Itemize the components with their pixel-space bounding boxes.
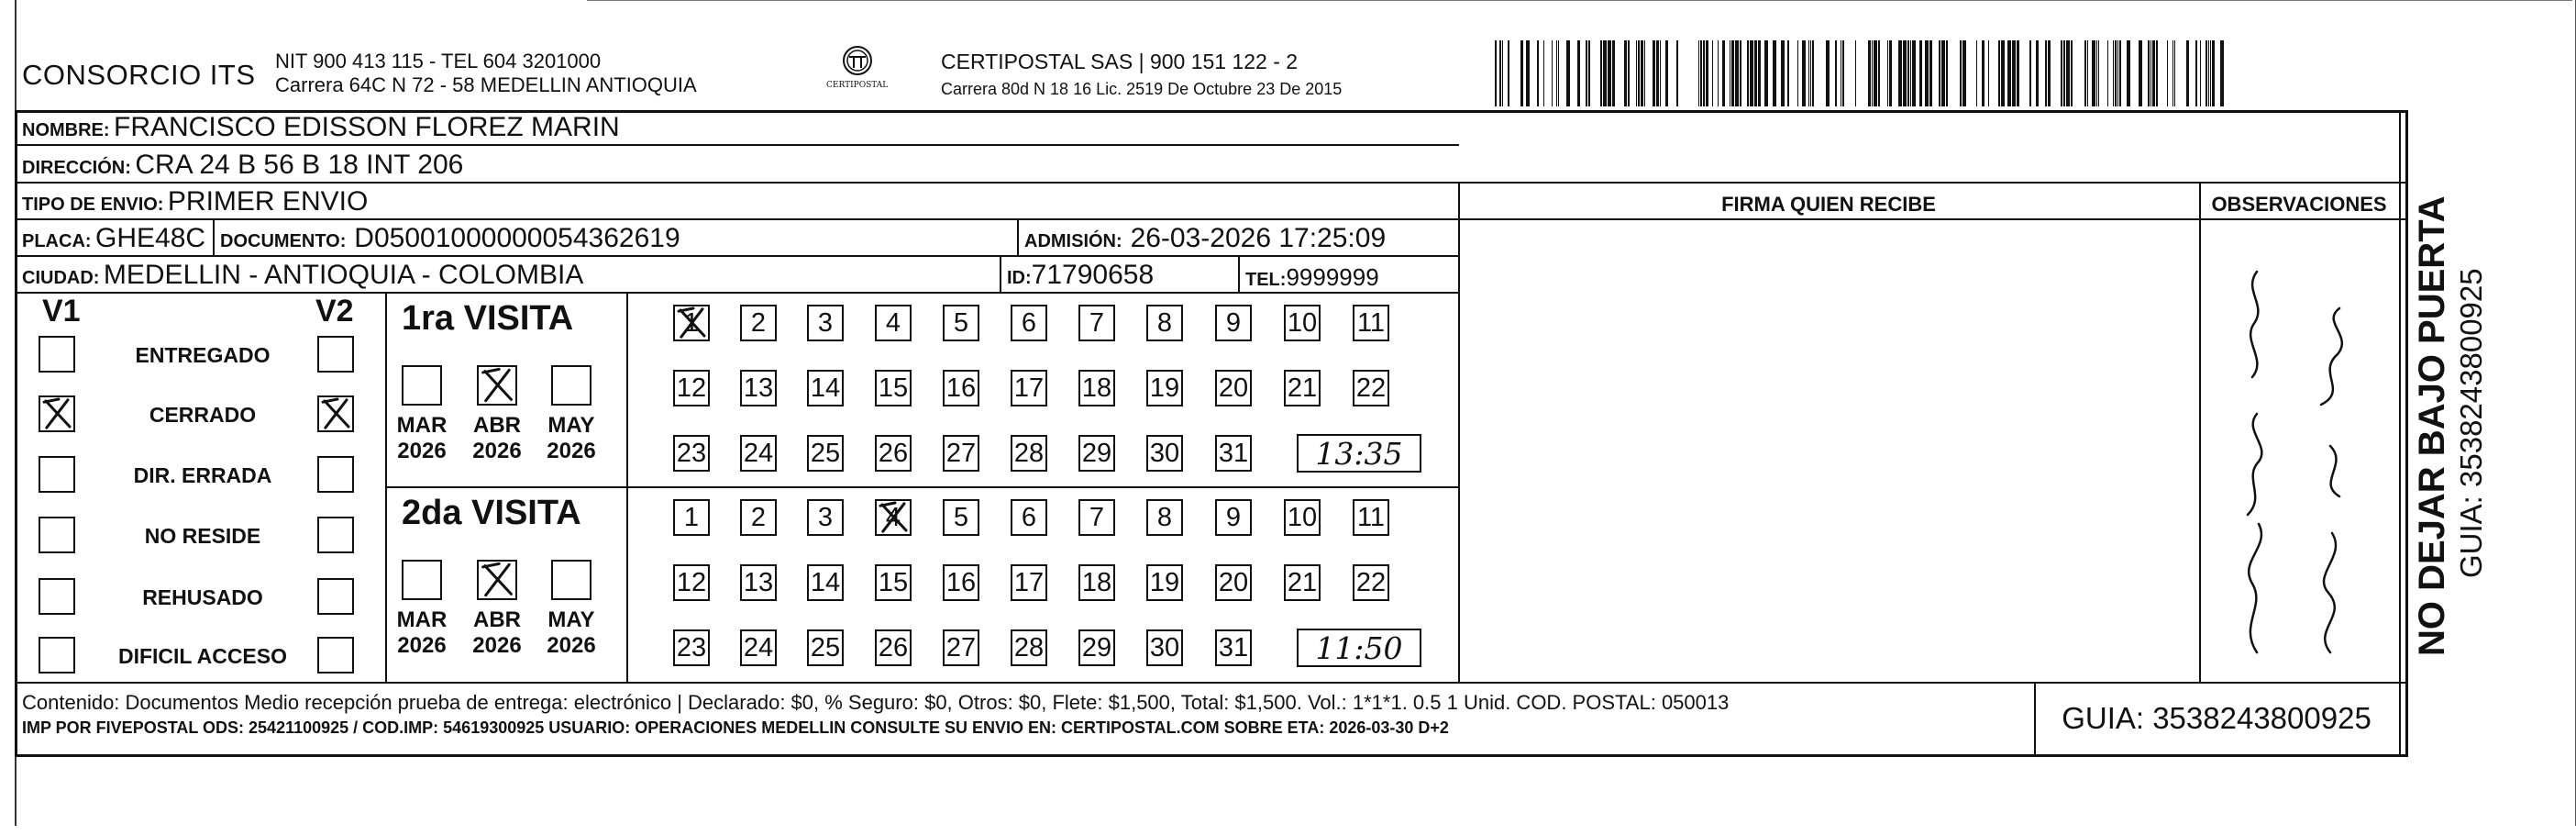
day-checkbox[interactable]: 17: [1011, 370, 1047, 406]
barcode-bar: [1735, 40, 1739, 106]
month-name: MAY: [547, 607, 595, 632]
barcode-bar: [2061, 40, 2062, 106]
day-checkbox[interactable]: 9: [1215, 499, 1252, 536]
status-label: CERRADO: [149, 403, 257, 427]
status-label: NO RESIDE: [144, 524, 261, 548]
day-checkbox[interactable]: 4: [875, 499, 912, 536]
sender-brand: CONSORCIO ITS: [22, 59, 256, 91]
barcode-bar: [1660, 40, 1661, 106]
name-label: NOMBRE:: [22, 120, 110, 140]
v1-checkbox[interactable]: [39, 395, 75, 432]
signature-header: FIRMA QUIEN RECIBE: [1721, 193, 1936, 216]
day-checkbox[interactable]: 16: [943, 370, 979, 406]
barcode-bar: [1758, 40, 1761, 106]
barcode-bar: [1502, 40, 1503, 106]
visit-title: 1ra VISITA: [402, 299, 574, 338]
barcode-bar: [2195, 40, 2197, 106]
day-checkbox[interactable]: 18: [1078, 370, 1115, 406]
barcode-bar: [2210, 40, 2211, 106]
logo-text: CERTIPOSTAL: [826, 81, 889, 90]
day-checkbox[interactable]: 12: [673, 564, 710, 601]
barcode-bar: [1797, 40, 1798, 106]
barcode-bar: [2150, 40, 2151, 106]
id-cell: [1007, 260, 1154, 291]
month-label: [392, 607, 451, 659]
barcode-bar: [1703, 40, 1705, 106]
month-name: MAR: [396, 607, 448, 632]
col-line: [1000, 255, 1001, 292]
row-line: [15, 182, 2408, 184]
barcode-bar: [1868, 40, 1871, 106]
certipostal-logo-icon: [821, 40, 894, 101]
barcode-bar: [1872, 40, 1873, 106]
barcode-bar: [2127, 40, 2130, 106]
barcode-bar: [1903, 40, 1907, 106]
tel-number: 9999999: [1286, 263, 1379, 291]
day-checkbox[interactable]: 26: [875, 629, 912, 666]
barcode-bar: [2212, 40, 2215, 106]
day-checkbox[interactable]: 29: [1078, 629, 1115, 666]
day-checkbox[interactable]: 11: [1353, 499, 1389, 536]
day-checkbox[interactable]: 23: [673, 435, 710, 472]
barcode-bar: [1628, 40, 1630, 106]
month-year: 2026: [472, 633, 522, 658]
day-checkbox[interactable]: 3: [807, 305, 844, 341]
barcode-bar: [1773, 40, 1776, 106]
barcode-bar: [1982, 40, 1985, 106]
month-year: 2026: [472, 439, 522, 463]
plate-label: PLACA:: [22, 231, 92, 251]
barcode-bar: [1960, 40, 1962, 106]
barcode-bar: [1808, 40, 1809, 106]
barcode-bar: [1976, 40, 1977, 106]
observations-area[interactable]: [2202, 221, 2398, 680]
v2-checkbox[interactable]: [317, 336, 354, 373]
month-label: [542, 607, 601, 659]
col-line: [1238, 255, 1240, 292]
v1-checkbox[interactable]: [39, 578, 75, 615]
barcode-bar: [2107, 40, 2108, 106]
day-checkbox[interactable]: 29: [1078, 435, 1115, 472]
barcode-bar: [1499, 40, 1501, 106]
barcode-bar: [1566, 40, 1570, 106]
day-checkbox[interactable]: 11: [1353, 305, 1389, 341]
tel-cell: [1245, 263, 1379, 292]
v1-header: V1: [42, 294, 81, 328]
barcode-bar: [2148, 40, 2150, 106]
plate-cell: [22, 223, 205, 254]
barcode-bar: [2200, 40, 2201, 106]
document-label: DOCUMENTO:: [220, 231, 347, 251]
barcode-bar: [1929, 40, 1932, 106]
day-checkbox[interactable]: 6: [1011, 305, 1047, 341]
col-line: [1017, 218, 1019, 255]
barcode-bar: [2048, 40, 2051, 106]
barcode-bar: [1653, 40, 1655, 106]
month-checkbox[interactable]: [551, 365, 591, 406]
day-checkbox[interactable]: 8: [1146, 305, 1183, 341]
barcode-bar: [1787, 40, 1789, 106]
day-checkbox[interactable]: 18: [1078, 564, 1115, 601]
id-label: ID:: [1007, 268, 1032, 288]
barcode-bar: [1941, 40, 1945, 106]
observations-header: OBSERVACIONES: [2211, 193, 2387, 216]
page-top-edge: [587, 0, 2572, 1]
month-label: [468, 607, 526, 659]
v2-checkbox[interactable]: [317, 517, 354, 553]
barcode-bar: [1898, 40, 1902, 106]
barcode-bar: [1925, 40, 1929, 106]
document-cell: [220, 223, 680, 254]
barcode-bar: [1543, 40, 1544, 106]
barcode-bar: [1802, 40, 1806, 106]
barcode-bar: [1698, 40, 1699, 106]
day-checkbox[interactable]: 25: [807, 629, 844, 666]
barcode-bar: [2152, 40, 2155, 106]
day-checkbox[interactable]: 21: [1284, 370, 1321, 406]
status-label: DIR. ERRADA: [133, 463, 272, 487]
barcode-bar: [1508, 40, 1509, 106]
day-checkbox[interactable]: 2: [740, 499, 777, 536]
barcode-bar: [1874, 40, 1877, 106]
side-warning: NO DEJAR BAJO PUERTA: [2412, 195, 2452, 656]
col-line: [2399, 110, 2401, 757]
day-checkbox[interactable]: 13: [740, 564, 777, 601]
barcode-bar: [1624, 40, 1627, 106]
day-checkbox[interactable]: 24: [740, 435, 777, 472]
barcode-bar: [2098, 40, 2099, 106]
footer-contents: Contenido: Documentos Medio recepción prueba de entrega: electrónico | Declarado: $0, % Seguro: $0, Otros: $0, Flete: $1,500, Total: $1,500. Vol.: 1*1*1. 0.5 1 Unid. COD. POSTAL: 050013: [22, 691, 1730, 714]
month-checkbox[interactable]: [477, 365, 517, 406]
barcode-bar: [1537, 40, 1539, 106]
barcode-bar: [1558, 40, 1559, 106]
visit-title: 2da VISITA: [402, 494, 581, 532]
barcode-bar: [1750, 40, 1753, 106]
barcode-bar: [2115, 40, 2117, 106]
barcode-bar: [1731, 40, 1734, 106]
barcode-bar: [2139, 40, 2142, 106]
barcode-bar: [2087, 40, 2088, 106]
ship-type-row: [22, 186, 368, 217]
v2-header: V2: [315, 294, 354, 328]
barcode-bar: [2156, 40, 2158, 106]
status-label: DIFICIL ACCESO: [117, 644, 287, 668]
barcode-bar: [1962, 40, 1966, 106]
barcode-bar: [1665, 40, 1668, 106]
barcode-bar: [1556, 40, 1557, 106]
day-checkbox[interactable]: 14: [807, 370, 844, 406]
col-line: [385, 292, 387, 682]
barcode: [1495, 40, 2227, 106]
barcode-bar: [1907, 40, 1909, 106]
month-year: 2026: [547, 633, 596, 658]
month-label: [392, 413, 451, 464]
v2-checkbox[interactable]: [317, 637, 354, 674]
side-guia: GUIA: 3538243800925: [2454, 268, 2488, 578]
barcode-bar: [1754, 40, 1757, 106]
month-year: 2026: [397, 439, 447, 463]
recipient-address: CRA 24 B 56 B 18 INT 206: [135, 150, 464, 180]
month-checkbox[interactable]: [477, 560, 517, 600]
month-checkbox[interactable]: [402, 365, 442, 406]
barcode-bar: [2167, 40, 2168, 106]
barcode-bar: [2172, 40, 2173, 106]
barcode-bar: [2017, 40, 2019, 106]
month-label: [542, 413, 601, 464]
barcode-bar: [2063, 40, 2065, 106]
barcode-bar: [1842, 40, 1844, 106]
day-checkbox[interactable]: 13: [740, 370, 777, 406]
barcode-bar: [1855, 40, 1856, 106]
day-checkbox[interactable]: 30: [1146, 629, 1183, 666]
day-checkbox[interactable]: 5: [943, 305, 979, 341]
barcode-bar: [1878, 40, 1880, 106]
day-checkbox[interactable]: 1: [673, 305, 710, 341]
courier-address-license: Carrera 80d N 18 16 Lic. 2519 De Octubre 23 De 2015: [941, 80, 1343, 98]
barcode-bar: [1676, 40, 1678, 106]
barcode-bar: [1520, 40, 1523, 106]
day-checkbox[interactable]: 21: [1284, 564, 1321, 601]
status-label: ENTREGADO: [135, 343, 271, 367]
name-row: [22, 112, 620, 143]
barcode-bar: [1740, 40, 1741, 106]
barcode-bar: [2007, 40, 2011, 106]
handwritten-observations: [2202, 221, 2398, 680]
footer-guia: GUIA: 3538243800925: [2062, 701, 2371, 735]
barcode-bar: [1747, 40, 1749, 106]
barcode-bar: [1608, 40, 1611, 106]
barcode-bar: [2174, 40, 2175, 106]
barcode-bar: [1586, 40, 1587, 106]
day-checkbox[interactable]: 20: [1215, 370, 1252, 406]
barcode-bar: [2119, 40, 2121, 106]
month-name: MAY: [547, 413, 595, 438]
day-checkbox[interactable]: 24: [740, 629, 777, 666]
day-checkbox[interactable]: 23: [673, 629, 710, 666]
barcode-bar: [1998, 40, 2000, 106]
barcode-bar: [2084, 40, 2086, 106]
ship-type-label: TIPO DE ENVIO:: [22, 195, 164, 215]
day-checkbox[interactable]: 19: [1146, 564, 1183, 601]
barcode-bar: [1612, 40, 1615, 106]
col-line: [2199, 182, 2201, 682]
day-checkbox[interactable]: 15: [875, 370, 912, 406]
barcode-bar: [1638, 40, 1640, 106]
barcode-bar: [2206, 40, 2207, 106]
barcode-bar: [1706, 40, 1708, 106]
day-checkbox[interactable]: 28: [1011, 435, 1047, 472]
col-line: [626, 292, 628, 682]
city-cell: [22, 260, 583, 291]
row-line: [385, 486, 1459, 488]
v1-checkbox[interactable]: [39, 517, 75, 553]
barcode-bar: [1764, 40, 1768, 106]
admission-datetime: 26-03-2026 17:25:09: [1130, 223, 1387, 253]
city: MEDELLIN - ANTIOQUIA - COLOMBIA: [103, 260, 584, 290]
city-label: CIUDAD:: [22, 268, 100, 288]
barcode-bar: [1812, 40, 1814, 106]
tel-label: TEL:: [1245, 270, 1287, 290]
signature-area[interactable]: [1461, 221, 2198, 680]
day-checkbox[interactable]: 14: [807, 564, 844, 601]
day-checkbox[interactable]: 2: [740, 305, 777, 341]
barcode-bar: [2220, 40, 2224, 106]
month-checkbox[interactable]: [551, 560, 591, 600]
day-checkbox[interactable]: 7: [1078, 305, 1115, 341]
barcode-bar: [1600, 40, 1602, 106]
day-checkbox[interactable]: 22: [1353, 564, 1389, 601]
day-checkbox[interactable]: 4: [875, 305, 912, 341]
barcode-bar: [2096, 40, 2097, 106]
day-checkbox[interactable]: 6: [1011, 499, 1047, 536]
month-year: 2026: [547, 439, 596, 463]
barcode-bar: [2117, 40, 2118, 106]
barcode-bar: [2208, 40, 2209, 106]
day-checkbox[interactable]: 15: [875, 564, 912, 601]
footer-print-info: IMP POR FIVEPOSTAL ODS: 25421100925 / COD.IMP: 54619300925 USUARIO: OPERACIONES MEDELLIN CONSULTE SU ENVIO EN: CERTIPOSTAL.COM SOBRE ETA: 2026-03-30 D+2: [22, 718, 1449, 737]
barcode-bar: [1988, 40, 1989, 106]
v1-checkbox[interactable]: [39, 456, 75, 493]
day-checkbox[interactable]: 7: [1078, 499, 1115, 536]
barcode-bar: [1835, 40, 1837, 106]
barcode-bar: [1495, 40, 1497, 106]
admission-label: ADMISIÓN:: [1024, 231, 1122, 251]
day-checkbox[interactable]: 26: [875, 435, 912, 472]
month-year: 2026: [397, 633, 447, 658]
day-checkbox[interactable]: 5: [943, 499, 979, 536]
month-name: ABR: [473, 413, 521, 438]
barcode-bar: [1781, 40, 1785, 106]
barcode-bar: [1641, 40, 1643, 106]
row-line: [15, 255, 1459, 257]
barcode-bar: [1577, 40, 1580, 106]
barcode-bar: [1939, 40, 1940, 106]
v1-checkbox[interactable]: [39, 336, 75, 373]
month-checkbox[interactable]: [402, 560, 442, 600]
day-checkbox[interactable]: 22: [1353, 370, 1389, 406]
row-line: [15, 144, 1459, 146]
day-checkbox[interactable]: 10: [1284, 499, 1321, 536]
barcode-bar: [1912, 40, 1916, 106]
barcode-bar: [1722, 40, 1725, 106]
v1-checkbox[interactable]: [39, 637, 75, 674]
sender-nit-tel: NIT 900 413 115 - TEL 604 3201000: [275, 50, 602, 72]
day-checkbox[interactable]: 27: [943, 629, 979, 666]
v2-checkbox[interactable]: [317, 578, 354, 615]
barcode-bar: [1712, 40, 1713, 106]
barcode-bar: [1826, 40, 1830, 106]
barcode-bar: [2001, 40, 2005, 106]
barcode-bar: [1718, 40, 1719, 106]
col-line: [1458, 182, 1460, 682]
barcode-bar: [1588, 40, 1590, 106]
day-checkbox[interactable]: 1: [673, 499, 710, 536]
barcode-bar: [2029, 40, 2031, 106]
visit-time: 13:35: [1297, 434, 1421, 473]
v2-checkbox[interactable]: [317, 395, 354, 432]
day-checkbox[interactable]: 28: [1011, 629, 1047, 666]
day-checkbox[interactable]: 25: [807, 435, 844, 472]
visit-time: 11:50: [1297, 629, 1421, 667]
barcode-bar: [1887, 40, 1888, 106]
day-checkbox[interactable]: 8: [1146, 499, 1183, 536]
barcode-bar: [1603, 40, 1607, 106]
v2-checkbox[interactable]: [317, 456, 354, 493]
courier-name-nit: CERTIPOSTAL SAS | 900 151 122 - 2: [941, 50, 1299, 73]
barcode-bar: [2092, 40, 2095, 106]
day-checkbox[interactable]: 12: [673, 370, 710, 406]
barcode-bar: [2113, 40, 2114, 106]
barcode-bar: [2045, 40, 2047, 106]
day-checkbox[interactable]: 27: [943, 435, 979, 472]
sender-address: Carrera 64C N 72 - 58 MEDELLIN ANTIOQUIA: [275, 73, 697, 96]
row-line: [15, 292, 1459, 294]
plate: GHE48C: [95, 223, 206, 253]
barcode-bar: [2186, 40, 2189, 106]
recipient-name: FRANCISCO EDISSON FLOREZ MARIN: [114, 112, 620, 142]
row-line: [15, 218, 2408, 220]
document-number: D05001000000054362619: [354, 223, 680, 253]
col-line: [213, 218, 215, 255]
barcode-bar: [1889, 40, 1892, 106]
day-checkbox[interactable]: 3: [807, 499, 844, 536]
barcode-bar: [1700, 40, 1702, 106]
month-name: ABR: [473, 607, 521, 632]
barcode-bar: [2066, 40, 2070, 106]
barcode-bar: [1644, 40, 1645, 106]
admission-cell: [1024, 223, 1386, 254]
day-checkbox[interactable]: 17: [1011, 564, 1047, 601]
day-checkbox[interactable]: 30: [1146, 435, 1183, 472]
address-row: [22, 150, 463, 181]
ship-type: PRIMER ENVIO: [167, 186, 369, 217]
barcode-bar: [1910, 40, 1911, 106]
barcode-bar: [1656, 40, 1659, 106]
barcode-bar: [1810, 40, 1811, 106]
barcode-bar: [1946, 40, 1948, 106]
day-checkbox[interactable]: 10: [1284, 305, 1321, 341]
barcode-bar: [2012, 40, 2016, 106]
day-checkbox[interactable]: 16: [943, 564, 979, 601]
barcode-bar: [2071, 40, 2073, 106]
day-checkbox[interactable]: 20: [1215, 564, 1252, 601]
month-name: MAR: [396, 413, 448, 438]
day-checkbox[interactable]: 31: [1215, 629, 1252, 666]
day-checkbox[interactable]: 9: [1215, 305, 1252, 341]
month-label: [468, 413, 526, 464]
address-label: DIRECCIÓN:: [22, 158, 131, 178]
id-number: 71790658: [1031, 260, 1155, 290]
barcode-bar: [2036, 40, 2039, 106]
day-checkbox[interactable]: 19: [1146, 370, 1183, 406]
status-label: REHUSADO: [142, 585, 263, 609]
barcode-bar: [1636, 40, 1637, 106]
barcode-bar: [1526, 40, 1530, 106]
barcode-bar: [1552, 40, 1553, 106]
day-checkbox[interactable]: 31: [1215, 435, 1252, 472]
row-line: [15, 682, 2408, 684]
barcode-bar: [1919, 40, 1922, 106]
